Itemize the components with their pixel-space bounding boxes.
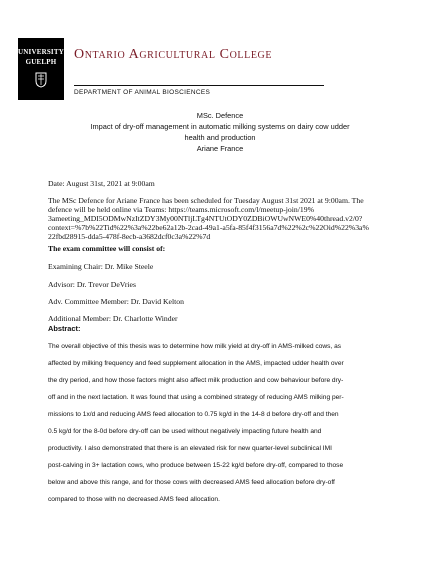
letterhead [18,38,428,100]
logo-text-university: UNIVERSITY [18,48,64,56]
defence-type: MSc. Defence [196,111,244,120]
college-title [74,46,272,62]
abstract-line: below and above this range, and for those cows with decreased AMS feed allocation before dry-off [48,479,335,486]
abstract-heading: Abstract: [48,324,81,333]
abstract-line: affected by milking frequency and feed supplement allocation in the AMS, impacted udder health over [48,360,344,367]
committee-member: Adv. Committee Member: Dr. David Kelton [48,297,184,306]
thesis-title-line2: health and production [184,133,256,142]
details-line2[interactable]: defence will be held online via Teams: https://teams.microsoft.com/l/meetup-join/19% [48,205,314,214]
abstract-line: off and in the next lactation. It was found that using a combined strategy of reducing AMS milking per- [48,394,344,401]
abstract-line: missions to 1x/d and reducing AMS feed allocation to 0.75 kg/d in the 14-8 d before dry-off and then [48,411,339,418]
details-line1: The MSc Defence for Ariane France has been scheduled for Tuesday August 31st 2021 at 9:00am. The [48,196,364,205]
committee-member: Advisor: Dr. Trevor DeVries [48,280,136,289]
committee-member: Additional Member: Dr. Charlotte Winder [48,314,178,323]
abstract-line: post-calving in 3+ lactation cows, who produce between 15-22 kg/d before dry-off, compared to those [48,462,344,469]
abstract-line: The overall objective of this thesis was to determine how milk yield at dry-off in AMS-milked cows, as [48,343,342,350]
shield-icon [35,72,47,88]
college-title-text: Ontario Agricultural College [74,47,273,62]
candidate-name: Ariane France [196,144,244,153]
logo-text-guelph: GUELPH [25,58,57,66]
committee-heading: The exam committee will consist of: [48,244,166,253]
university-logo [18,38,64,100]
defence-date: Date: August 31st, 2021 at 9:00am [48,179,155,188]
details-line5[interactable]: 22fbd28915-dda5-478f-8ecb-a3682dcf0c3a%22%7d [48,232,211,241]
abstract-line: productivity. I also demonstrated that there is an elevated risk for new quarter-level subclinical IMI [48,445,332,452]
abstract-line: compared to those with no decreased AMS feed allocation. [48,496,220,503]
abstract-line: the dry period, and how those factors might also affect milk production and cow behaviour before dry- [48,377,344,384]
details-line4[interactable]: context=%7b%22Tid%22%3a%22be62a12b-2cad-49a1-a5fa-85f4f3156a7d%22%2c%22Oid%22%3a% [48,223,369,232]
thesis-title-line1: Impact of dry-off management in automatic milking systems on dairy cow udder [90,122,350,131]
abstract-line: 0.5 kg/d for the 8-0d before dry-off can be used without negatively impacting future health and [48,428,322,435]
details-line3[interactable]: 3ameeting_MDI5ODMwNzItZDY3My00NTljLTg4NTUtODY0ZDBiOWUwNWE0%40thread.v2/0? [48,214,363,223]
department-name: DEPARTMENT OF ANIMAL BIOSCIENCES [74,89,211,96]
committee-member: Examining Chair: Dr. Mike Steele [48,262,154,271]
header-divider [74,85,324,86]
